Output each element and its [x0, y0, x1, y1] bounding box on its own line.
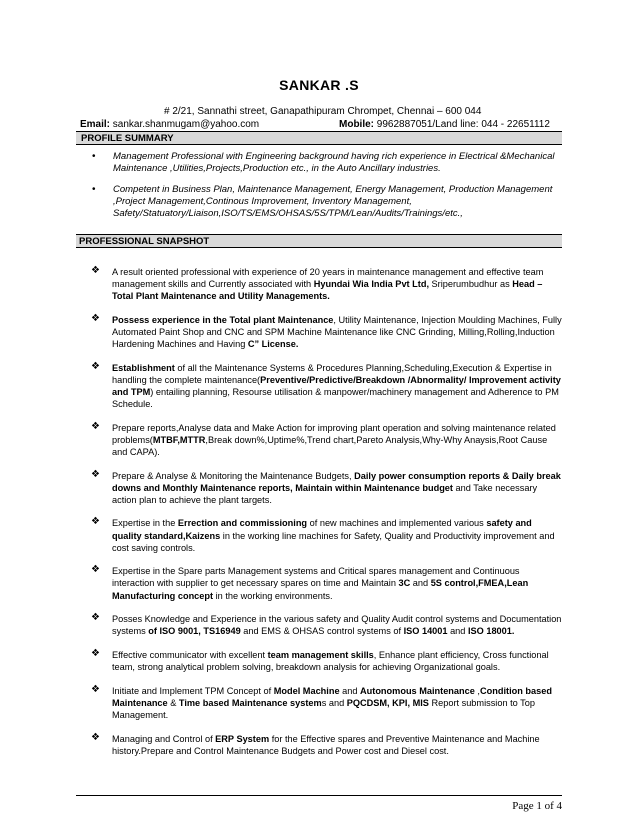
snapshot-text-segment: of all the Maintenance Systems & Procedures Planning,Scheduling,Execution & Expertise in handling the complete maintenance(: [112, 362, 552, 385]
snapshot-bold-text: Model Machine: [273, 685, 340, 696]
snapshot-text-segment: Sriperumbudhur as: [429, 279, 513, 290]
snapshot-text: [112, 614, 561, 636]
diamond-bullet-icon: ❖: [91, 648, 100, 659]
snapshot-text-segment: Expertise in the Spare parts Management systems and Critical spares management and Continuous interaction with supplier to get necessary spares on time and Maintain: [112, 566, 520, 589]
mobile-value: 9962887051/Land line: 044 - 22651112: [376, 119, 550, 130]
diamond-bullet-icon: ❖: [91, 516, 100, 528]
snapshot-item: [91, 733, 563, 757]
snapshot-text-segment: in the working line machines for Safety, Quality and Productivity improvement and cost saving controls.: [112, 530, 555, 553]
snapshot-bold-text: ERP System: [215, 733, 270, 744]
snapshot-text: [112, 518, 555, 552]
snapshot-bold-text: Errection and commissioning: [177, 518, 308, 529]
professional-snapshot-heading: PROFESSIONAL SNAPSHOT: [76, 234, 562, 248]
snapshot-text: [112, 471, 561, 505]
snapshot-text-segment: and: [447, 626, 468, 637]
snapshot-bold-text: safety and quality standard,Kaizens: [112, 518, 532, 541]
profile-summary-text: Management Professional with Engineering background having rich experience in Electrical &Mechanical Maintenance ,Utilities,Projects,Production etc., in the Auto Ancillary industries.: [113, 151, 555, 175]
snapshot-text: [112, 315, 562, 349]
snapshot-text-segment: and Take necessary action plan to achieve the plant targets.: [112, 482, 538, 505]
snapshot-bold-text: 5S control,FMEA,Lean Manufacturing concept: [112, 578, 529, 601]
diamond-bullet-icon: ❖: [91, 360, 100, 372]
diamond-bullet-icon: ❖: [91, 612, 100, 624]
snapshot-bold-text: Preventive/Predictive/Breakdown /Abnormality/ Improvement activity and TPM: [112, 374, 561, 397]
snapshot-text-segment: Initiate and Implement TPM Concept of: [112, 685, 274, 696]
diamond-bullet-icon: ❖: [91, 265, 100, 276]
snapshot-bold-text: team management skills: [267, 650, 374, 660]
snapshot-text: [112, 734, 540, 756]
diamond-bullet-icon: ❖: [91, 420, 100, 432]
snapshot-item: [91, 565, 563, 601]
profile-summary-item: [90, 151, 560, 176]
footer-divider: [76, 795, 562, 796]
snapshot-item: [91, 517, 563, 553]
bullet-dot-icon: •: [92, 183, 96, 195]
snapshot-text: [112, 566, 528, 600]
snapshot-text-segment: Prepare & Analyse & Monitoring the Maintenance Budgets,: [112, 470, 355, 481]
snapshot-item: [91, 314, 563, 350]
snapshot-text-segment: , Enhance plant efficiency, Cross functional team, strong analytical problem solving, breakdown analysis for achieving Organizational goals.: [112, 650, 549, 673]
snapshot-text-segment: and: [339, 685, 361, 696]
snapshot-text-segment: Effective communicator with excellent: [112, 650, 268, 660]
snapshot-text-segment: for the Effective spares and Preventive Maintenance and Machine history.Prepare and Control Maintenance Budgets and Power cost and Diesel cost.: [112, 733, 540, 756]
diamond-bullet-icon: ❖: [91, 564, 100, 576]
snapshot-bold-text: Condition based Maintenance: [112, 685, 552, 708]
snapshot-item: [91, 470, 563, 506]
diamond-bullet-icon: ❖: [91, 683, 100, 695]
snapshot-bold-text: ISO 14001: [403, 626, 448, 637]
mobile-block: [339, 119, 550, 130]
professional-snapshot-list: [91, 266, 563, 768]
snapshot-text-segment: in the working environments.: [213, 590, 333, 601]
snapshot-text-segment: Expertise in the: [112, 518, 178, 529]
snapshot-bold-text: 3C: [398, 578, 411, 589]
diamond-bullet-icon: ❖: [91, 312, 100, 324]
page-number: Page 1 of 4: [512, 800, 562, 812]
profile-summary-text: Competent in Business Plan, Maintenance Management, Energy Management, Production Management ,Project Management,Continous Improvement, Inventory Management, Safety/Statuatory/Liaison,ISO/TS/EMS/OHSAS/5S/TPM/Lean/Audits/Trainings/etc.,: [113, 183, 553, 220]
snapshot-item: [91, 422, 563, 458]
snapshot-bold-text: PQCDSM, KPI, MIS: [346, 697, 429, 708]
snapshot-item: [91, 613, 563, 637]
snapshot-text-segment: ) entailing planning, Resourse utilisation & manpower/machinery management and Adherence to PM Schedule.: [112, 386, 559, 410]
snapshot-text: [112, 423, 556, 457]
snapshot-bold-text: ISO 18001.: [467, 626, 515, 637]
snapshot-text-segment: Prepare reports,Analyse data and Make Action for improving plant operation and solving maintenance related problems(: [112, 422, 556, 445]
snapshot-bold-text: C” License.: [247, 339, 299, 350]
snapshot-bold-text: Time based Maintenance system: [178, 697, 322, 708]
profile-summary-heading: PROFILE SUMMARY: [76, 131, 562, 145]
snapshot-text: [112, 686, 552, 720]
diamond-bullet-icon: ❖: [91, 468, 100, 480]
snapshot-text-segment: ,Break down%,Uptime%,Trend chart,Pareto Analysis,Why-Why Anaysis,Root Cause and CAPA).: [112, 434, 548, 457]
snapshot-text-segment: Report submission to Top Management.: [112, 697, 535, 720]
snapshot-text: [112, 363, 561, 409]
snapshot-text: [112, 650, 549, 672]
candidate-name: SANKAR .S: [279, 77, 359, 93]
snapshot-bold-text: Establishment: [112, 362, 175, 373]
email-label: Email:: [80, 119, 111, 130]
email-block: [80, 119, 259, 130]
diamond-bullet-icon: ❖: [91, 731, 100, 743]
snapshot-text-segment: &: [167, 697, 179, 708]
snapshot-bold-text: Daily power consumption reports & Daily break downs and Monthly Maintenance reports, Maintain within Maintenance budget: [112, 470, 561, 493]
snapshot-text-segment: s and: [321, 697, 347, 708]
snapshot-item: [91, 266, 563, 302]
snapshot-bold-text: Hyundai Wia India Pvt Ltd,: [313, 279, 429, 290]
snapshot-item: [91, 649, 563, 673]
snapshot-bold-text: Possess experience in the Total plant Maintenance: [112, 314, 334, 325]
snapshot-bold-text: MTBF,MTTR: [152, 434, 206, 445]
email-value[interactable]: sankar.shanmugam@yahoo.com: [112, 119, 260, 130]
mobile-label: Mobile:: [339, 119, 374, 130]
snapshot-bold-text: Head – Total Plant Maintenance and Utility Managements.: [112, 279, 543, 302]
snapshot-item: [91, 685, 563, 721]
snapshot-text-segment: and: [410, 578, 431, 589]
bullet-dot-icon: •: [92, 151, 96, 162]
snapshot-text-segment: Managing and Control of: [112, 733, 216, 744]
snapshot-text-segment: and EMS & OHSAS control systems of: [240, 626, 404, 637]
snapshot-text: [112, 267, 543, 301]
snapshot-bold-text: of ISO 9001, TS16949: [148, 626, 241, 637]
snapshot-text-segment: of new machines and implemented various: [307, 518, 487, 529]
snapshot-item: [91, 362, 563, 410]
snapshot-text-segment: A result oriented professional with experience of 20 years in maintenance management and effective team management skills and Currently associated with: [112, 267, 544, 290]
snapshot-text-segment: Posses Knowledge and Experience in the various safety and Quality Audit control systems and Documentation systems: [112, 614, 562, 637]
address-line: # 2/21, Sannathi street, Ganapathipuram Chrompet, Chennai – 600 044: [164, 106, 482, 117]
profile-summary-list: [90, 151, 560, 228]
snapshot-bold-text: Autonomous Maintenance: [360, 685, 475, 696]
profile-summary-item: [90, 184, 560, 221]
snapshot-text-segment: ,: [474, 685, 480, 696]
snapshot-text-segment: , Utility Maintenance, Injection Moulding Machines, Fully Automated Paint Shop and CNC and SPM Machine Maintenance like CNC Grinding, Milling,Rolling,Induction Hardening Machines and Having: [112, 314, 562, 350]
